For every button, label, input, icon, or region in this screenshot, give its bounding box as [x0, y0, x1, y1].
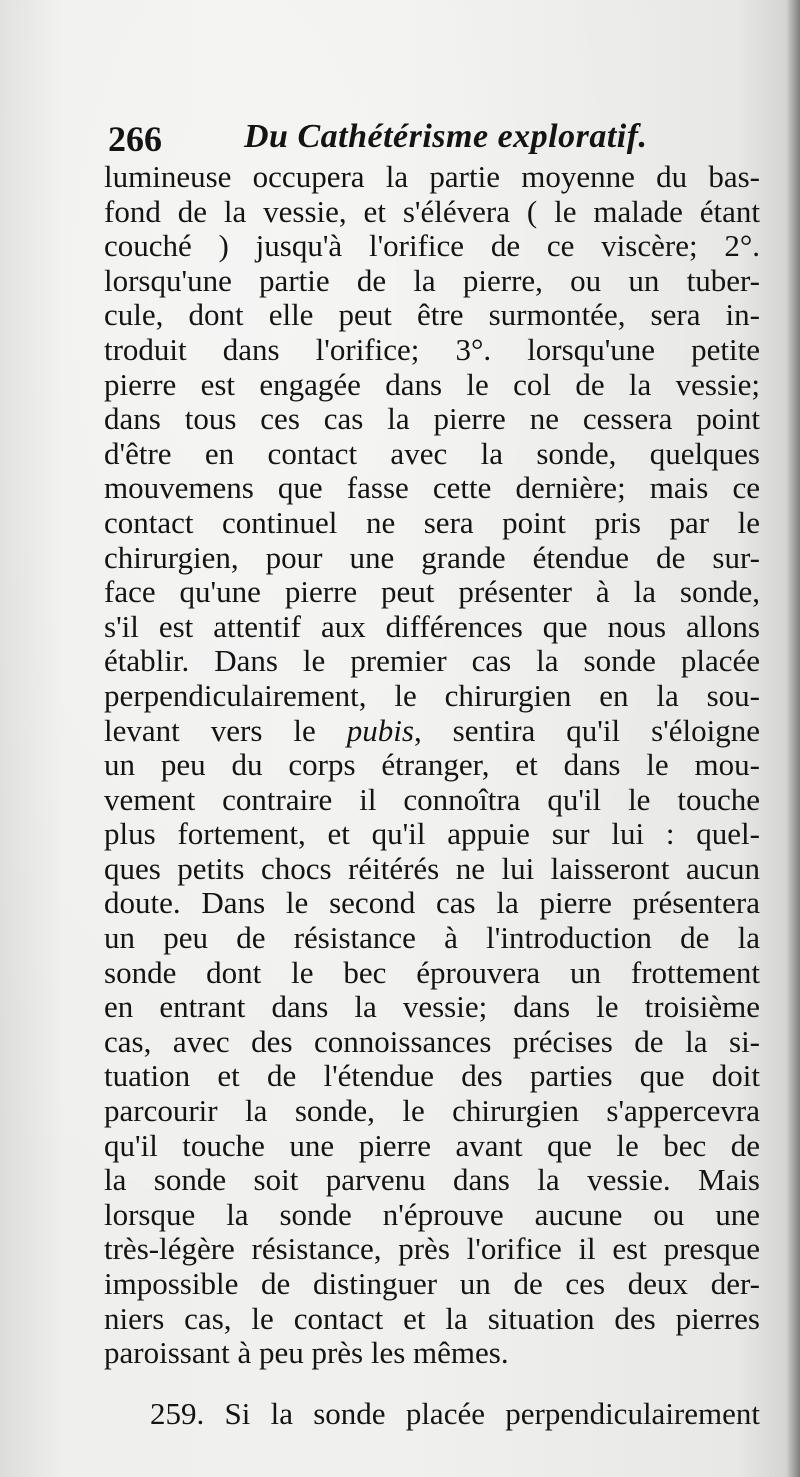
catchword-line: 259. Si la sonde placée perpendiculairement: [150, 1396, 760, 1431]
text-line: établir. Dans le premier cas la sonde placée: [104, 643, 760, 679]
text-line: plus fortement, et qu'il appuie sur lui : quel-: [104, 816, 760, 852]
text-line: un peu du corps étranger, et dans le mou-: [104, 747, 760, 783]
text-line: face qu'une pierre peut présenter à la sonde,: [104, 574, 760, 610]
text-line: lorsque la sonde n'éprouve aucune ou une: [104, 1196, 760, 1232]
italic-word: pubis: [346, 712, 414, 748]
text-line: un peu de résistance à l'introduction de la: [104, 920, 760, 956]
text-line: ques petits chocs réitérés ne lui laisseront aucun: [104, 850, 760, 886]
text-line: chirurgien, pour une grande étendue de sur-: [104, 539, 760, 575]
text-line: cule, dont elle peut être surmontée, sera in-: [104, 297, 760, 333]
text-line: d'être en contact avec la sonde, quelques: [104, 435, 760, 471]
text-line: impossible de distinguer un de ces deux der-: [104, 1266, 760, 1301]
text-line-last: paroissant à peu près les mêmes.: [104, 1335, 509, 1371]
text-line: contact continuel ne sera point pris par le: [104, 504, 760, 540]
page-edge-shadow: [786, 0, 800, 1477]
text-line: perpendiculairement, le chirurgien en la sou-: [104, 677, 760, 713]
text-line: la sonde soit parvenu dans la vessie. Mais: [104, 1162, 760, 1198]
text-line: qu'il touche une pierre avant que le bec de: [104, 1127, 760, 1163]
text-line: lumineuse occupera la partie moyenne du bas-: [104, 159, 760, 194]
text-line: cas, avec des connoissances précises de la si-: [104, 1023, 760, 1059]
page-number: 266: [108, 119, 162, 159]
text-line: fond de la vessie, et s'élévera ( le malade étant: [104, 193, 760, 229]
text-line: parcourir la sonde, le chirurgien s'appercevra: [104, 1093, 760, 1129]
text-line: couché ) jusqu'à l'orifice de ce viscère; 2°.: [104, 228, 760, 264]
text-line: niers cas, le contact et la situation des pierres: [104, 1300, 760, 1336]
page-header: [108, 112, 768, 162]
text-line: troduit dans l'orifice; 3°. lorsqu'une petite: [104, 331, 760, 367]
text-line: doute. Dans le second cas la pierre présentera: [104, 885, 760, 921]
text-line: pierre est engagée dans le col de la vessie;: [104, 366, 760, 402]
text-line: vement contraire il connoîtra qu'il le touche: [104, 781, 760, 817]
text-line: lorsqu'une partie de la pierre, ou un tuber-: [104, 262, 760, 298]
running-title: Du Cathétérisme exploratif.: [244, 118, 648, 155]
text-segment: , sentira qu'il s'éloigne: [413, 712, 760, 748]
text-line: très-légère résistance, près l'orifice il est presque: [104, 1231, 760, 1267]
text-line: en entrant dans la vessie; dans le troisième: [104, 989, 760, 1025]
body-text: [104, 160, 760, 1371]
text-segment: levant vers le: [104, 712, 316, 748]
text-line: tuation et de l'étendue des parties que doit: [104, 1058, 760, 1094]
text-line: sonde dont le bec éprouvera un frottement: [104, 954, 760, 990]
text-line: mouvemens que fasse cette dernière; mais ce: [104, 470, 760, 506]
text-line: dans tous ces cas la pierre ne cessera point: [104, 401, 760, 437]
text-line-mixed: [104, 714, 760, 749]
text-line: s'il est attentif aux différences que nous allons: [104, 608, 760, 644]
